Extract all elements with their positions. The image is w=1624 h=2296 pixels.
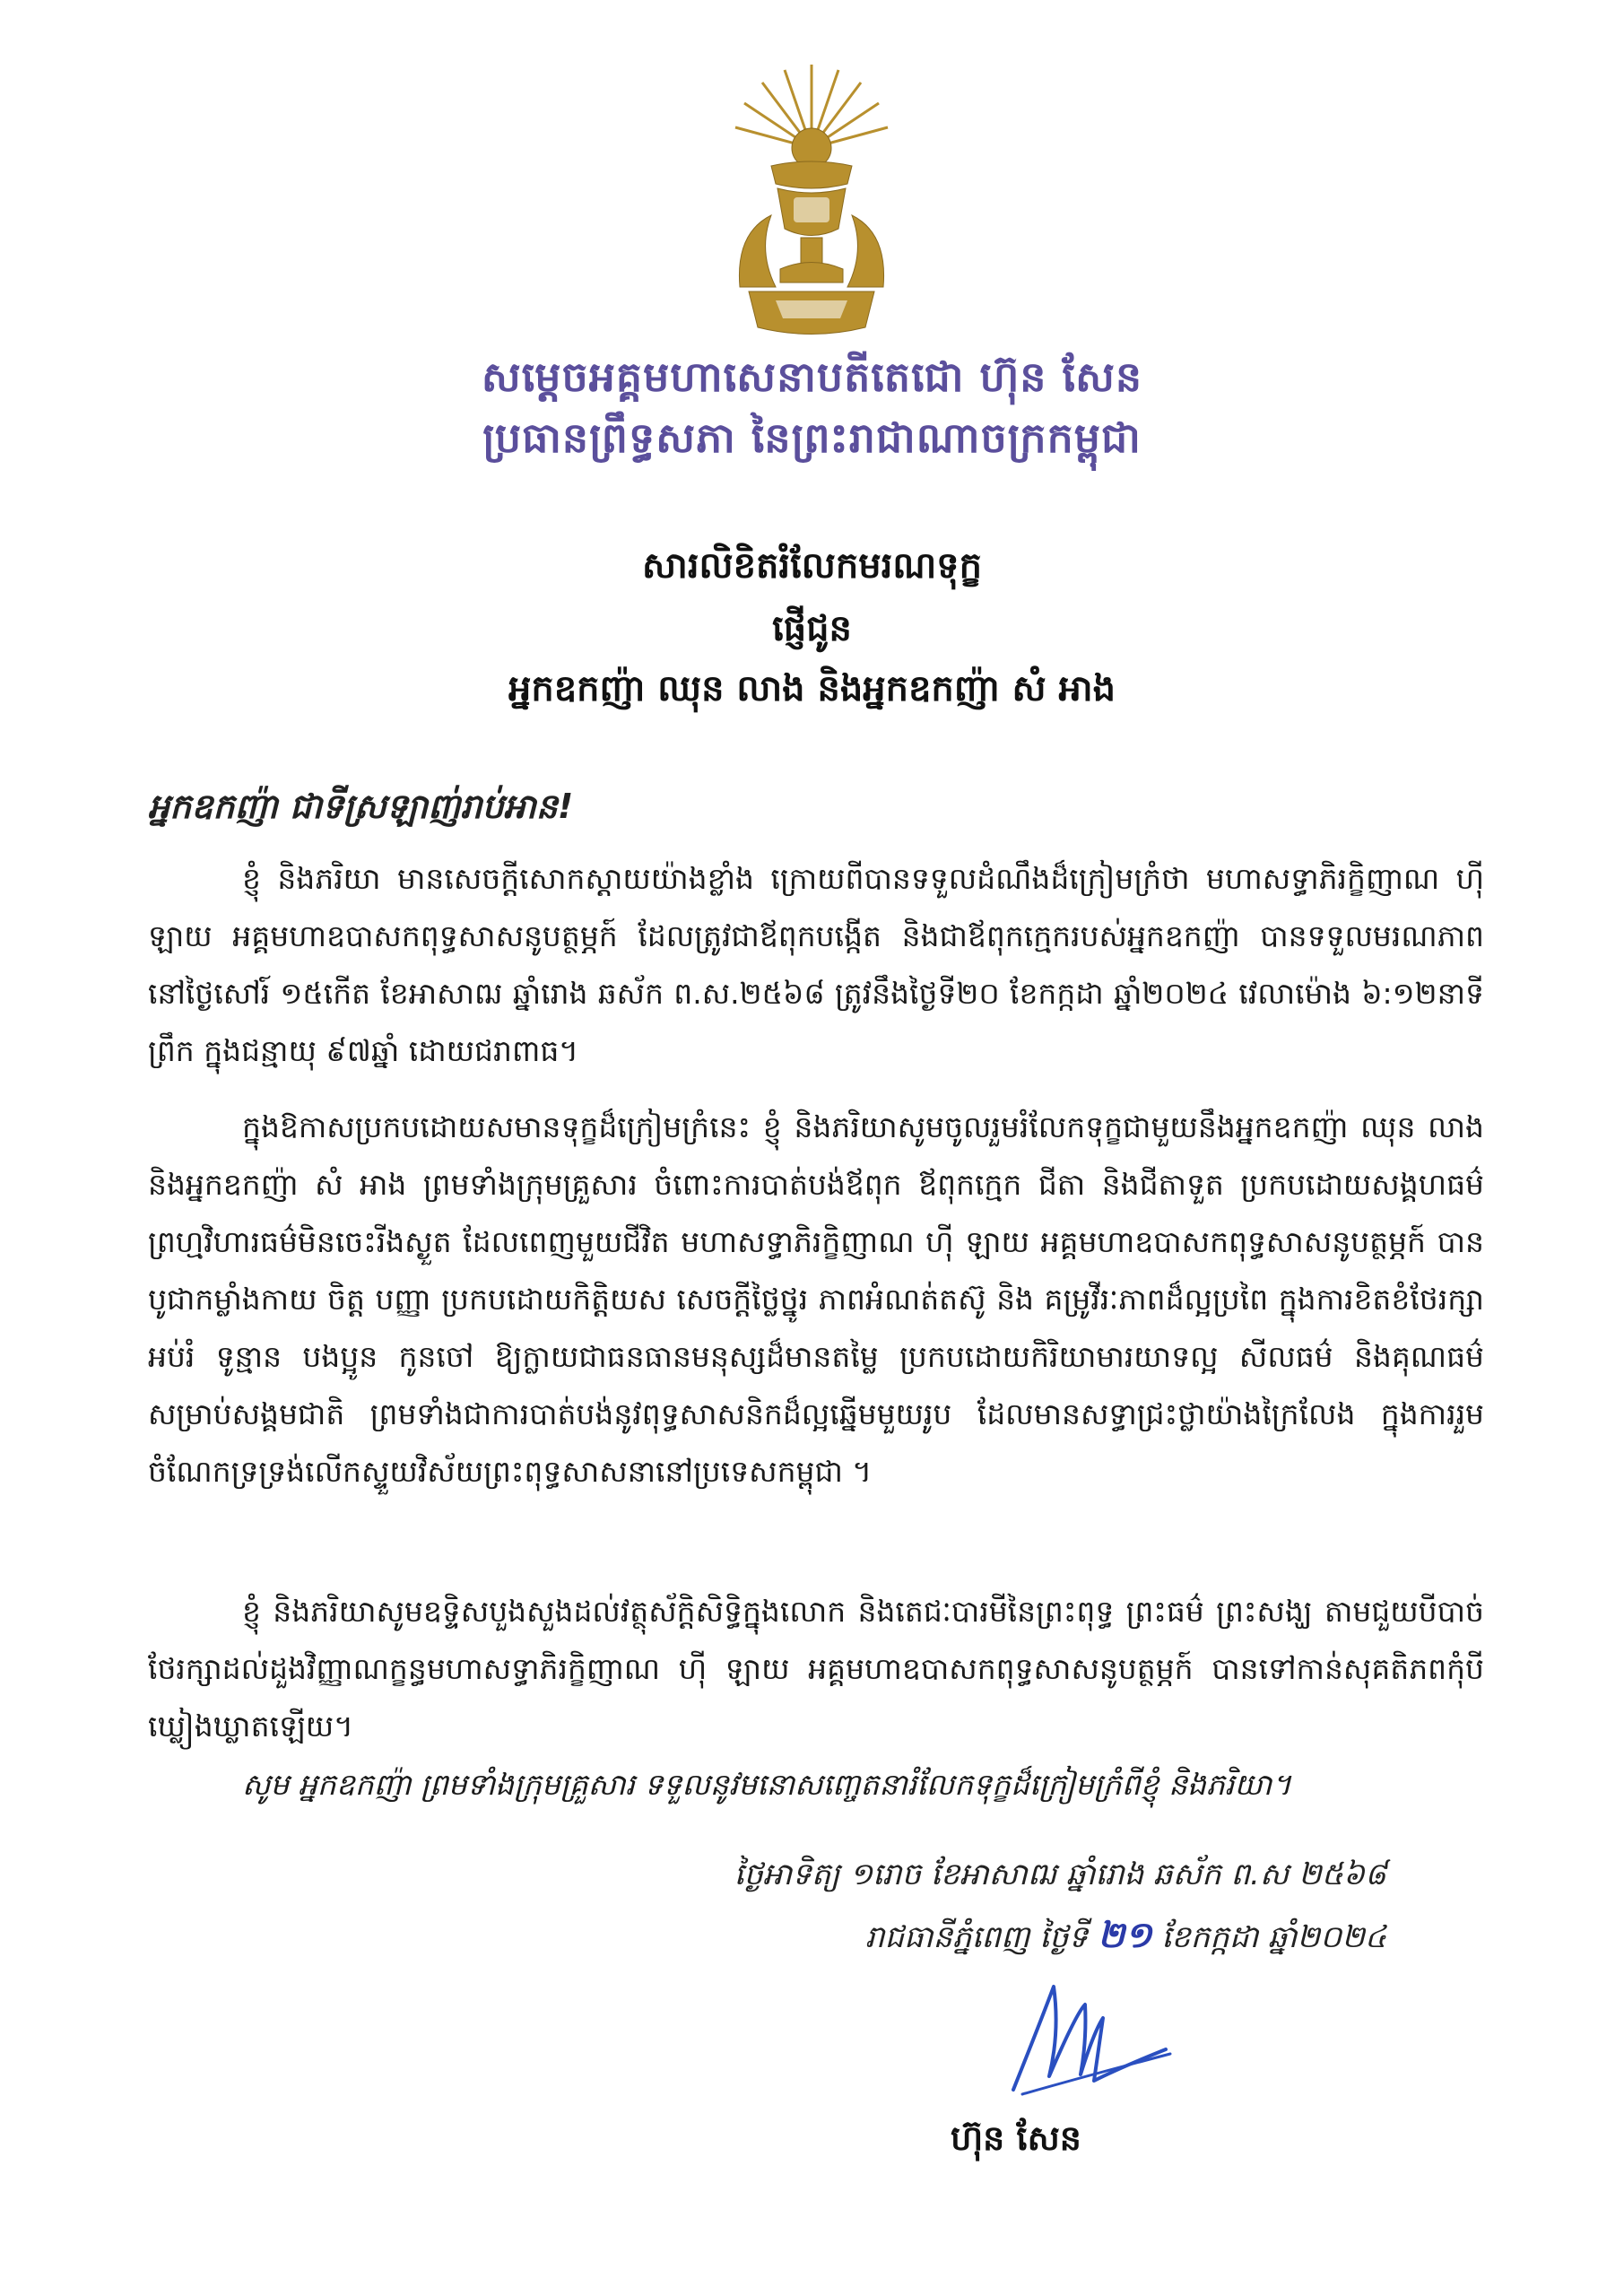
- header-title-line1: សម្ដេចអគ្គមហាសេនាបតីតេជោ ហ៊ុន សែន: [481, 352, 1143, 401]
- signer-name: ហ៊ុន សែន: [951, 2118, 1081, 2158]
- letter-title: សារលិខិតរំលែកមរណទុក្ខ: [642, 545, 982, 587]
- paragraph-closing: សូម អ្នកឧកញ៉ា ព្រមទាំងក្រុមគ្រួសារ ទទួលនូវមនោសញ្ចេតនារំលែកទុក្ខដ៏ក្រៀមក្រំពីខ្ញុំ និងភរិយា។: [242, 1767, 1292, 1802]
- signature-icon: [986, 1969, 1175, 2103]
- date-place-suffix: ខែកក្កដា ឆ្នាំ២០២៤: [1161, 1919, 1386, 1955]
- date-lunar: ថ្ងៃអាទិត្យ ១រោច ខែអាសាឍ ឆ្នាំរោង ឆស័ក ព.ស ២៥៦៨: [734, 1857, 1386, 1892]
- header-title-line2: ប្រធានព្រឹទ្ធសភា នៃព្រះរាជាណាចក្រកម្ពុជា: [482, 413, 1142, 462]
- letter-subtitle: ផ្ញើជូន: [772, 608, 852, 649]
- royal-emblem-icon: [722, 63, 901, 341]
- paragraph-3: ខ្ញុំ និងភរិយាសូមឧទ្ទិសបួងសួងដល់វត្ថុស័ក្តិសិទ្ធិក្នុងលោក និងតេជៈបារមីនៃព្រះពុទ្ធ ព្រះធម៌ ព្រះសង្ឃ តាមជួយបីបាច់ថែរក្សាដល់ដួងវិញ្ញាណក្ខន្ធមហាសទ្ធាភិរក្ខិញាណ ហ៊ី ឡាយ អគ្គមហាឧបាសកពុទ្ធសាសនូបត្ថម្ភក៍ បានទៅកាន់សុគតិភពកុំបីឃ្លៀងឃ្លាតឡើយ។: [148, 1594, 1484, 1744]
- date-day-number: ២១: [1097, 1915, 1152, 1956]
- date-place: [865, 1912, 1386, 1965]
- salutation: អ្នកឧកញ៉ា ជាទីស្រឡាញ់រាប់អាន!: [148, 787, 574, 826]
- date-place-prefix: រាជធានីភ្នំពេញ ថ្ងៃទី: [864, 1919, 1089, 1955]
- paragraph-2: ក្នុងឱកាសប្រកបដោយសមានទុក្ខដ៏ក្រៀមក្រំនេះ ខ្ញុំ និងភរិយាសូមចូលរួមរំលែកទុក្ខជាមួយនឹងអ្នកឧកញ៉ា ឈុន លាង និងអ្នកឧកញ៉ា សំ អាង ព្រមទាំងក្រុមគ្រួសារ ចំពោះការបាត់បង់ឪពុក ឪពុកក្មេក ជីតា និងជីតាទួត ប្រកបដោយសង្គហធម៌ ព្រហ្មវិហារធម៌មិនចេះរីងស្ងួត ដែលពេញមួយជីវិត មហាសទ្ធាភិរក្ខិញាណ ហ៊ី ឡាយ អគ្គមហាឧបាសកពុទ្ធសាសនូបត្ថម្ភក៍ បានបូជាកម្លាំងកាយ ចិត្ត បញ្ញា ប្រកបដោយកិត្តិយស សេចក្តីថ្លៃថ្នូរ ភាពអំណត់តស៊ូ និង គម្រូវីរៈភាពដ៏ល្អប្រពៃ ក្នុងការខិតខំថែរក្សា អប់រំ ទូន្មាន បងប្អូន កូនចៅ ឱ្យក្លាយជាធនធានមនុស្សដ៏មានតម្លៃ ប្រកបដោយកិរិយាមារយាទល្អ សីលធម៌ និងគុណធម៌ សម្រាប់សង្គមជាតិ ព្រមទាំងជាការបាត់បង់នូវពុទ្ធសាសនិកដ៏ល្អឆ្នើមមួយរូប ដែលមានសទ្ធាជ្រះថ្លាយ៉ាងក្រៃលែង ក្នុងការរួមចំណែកទ្រទ្រង់លើកស្ទួយវិស័យព្រះពុទ្ធសាសនានៅប្រទេសកម្ពុជា ។: [148, 1109, 1484, 1489]
- paragraph-1: ខ្ញុំ និងភរិយា មានសេចក្តីសោកស្តាយយ៉ាងខ្លាំង ក្រោយពីបានទទួលដំណឹងដ៏ក្រៀមក្រំថា មហាសទ្ធាភិរក្ខិញាណ ហ៊ី ឡាយ អគ្គមហាឧបាសកពុទ្ធសាសនូបត្ថម្ភក៍ ដែលត្រូវជាឪពុកបង្កើត និងជាឪពុកក្មេករបស់អ្នកឧកញ៉ា បានទទួលមរណភាព នៅថ្ងៃសៅរ៍ ១៥កើត ខែអាសាឍ ឆ្នាំរោង ឆស័ក ព.ស.២៥៦៨ ត្រូវនឹងថ្ងៃទី២០ ខែកក្កដា ឆ្នាំ២០២៤ វេលាម៉ោង ៦:១២នាទីព្រឹក ក្នុងជន្មាយុ ៩៧ឆ្នាំ ដោយជរាពាធ។: [148, 861, 1484, 1068]
- letter-recipients: អ្នកឧកញ៉ា ឈុន លាង និងអ្នកឧកញ៉ា សំ អាង: [508, 668, 1116, 709]
